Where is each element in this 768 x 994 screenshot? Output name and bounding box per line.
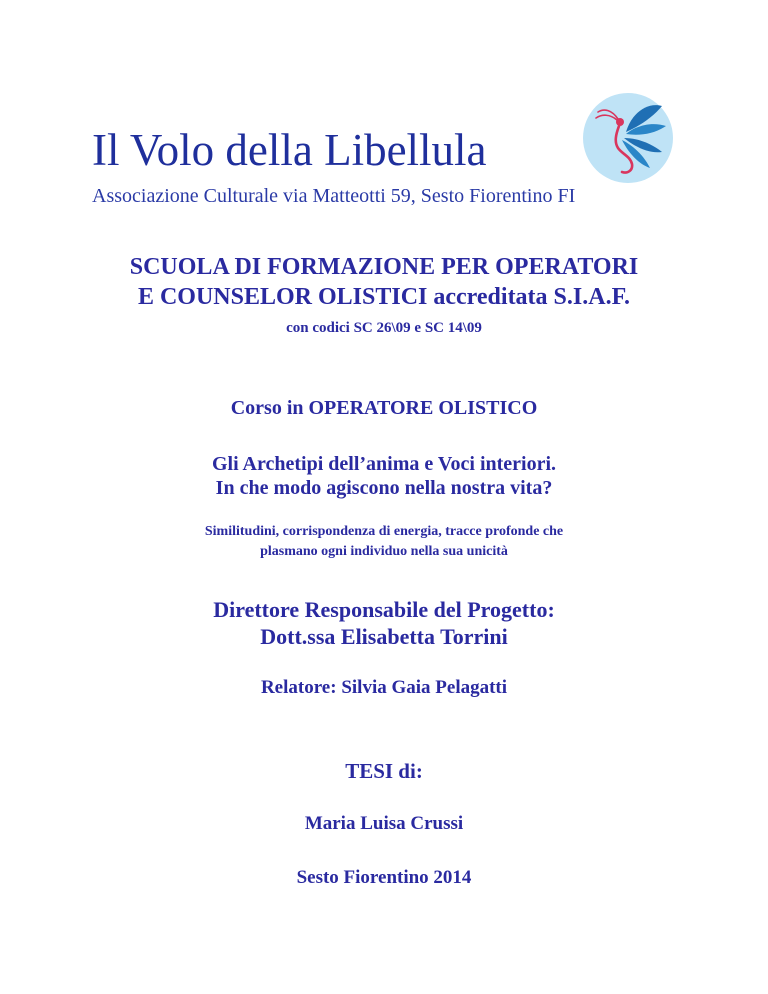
thesis-title-line-1: Gli Archetipi dell’anima e Voci interiori. xyxy=(211,453,557,475)
thesis-subtitle-line-2: plasmano ogni individuo nella sua unicità xyxy=(260,544,508,559)
place-year-text: Sesto Fiorentino 2014 xyxy=(296,867,472,888)
course-text: Corso in OPERATORE OLISTICO xyxy=(230,397,538,419)
logo-title: Il Volo della Libellula xyxy=(92,125,487,175)
thesis-subtitle-line-1: Similitudini, corrispondenza di energia, tracce profonde che xyxy=(204,524,564,539)
tesi-label xyxy=(0,758,768,784)
thesis-title xyxy=(0,452,768,500)
course-title xyxy=(0,396,768,420)
accreditation-codes xyxy=(0,318,768,338)
association-logo xyxy=(92,86,692,206)
director-name: Dott.ssa Elisabetta Torrini xyxy=(260,624,508,649)
author-name xyxy=(0,812,768,836)
codes-text: con codici SC 26\09 e SC 14\09 xyxy=(286,320,482,336)
director-label: Direttore Responsabile del Progetto: xyxy=(213,597,555,622)
thesis-subtitle xyxy=(0,522,768,562)
school-heading xyxy=(0,252,768,312)
logo-subtitle: Associazione Culturale via Matteotti 59, Sesto Fiorentino FI xyxy=(92,185,576,207)
thesis-title-line-2: In che modo agiscono nella nostra vita? xyxy=(215,477,553,499)
tesi-label-text: TESI di: xyxy=(345,759,423,783)
dragonfly-icon xyxy=(582,92,674,184)
relatore xyxy=(0,676,768,700)
school-line-1: SCUOLA DI FORMAZIONE PER OPERATORI xyxy=(129,254,639,280)
school-line-2: E COUNSELOR OLISTICI accreditata S.I.A.F. xyxy=(137,284,631,310)
relatore-text: Relatore: Silvia Gaia Pelagatti xyxy=(260,677,508,698)
place-year xyxy=(0,866,768,890)
project-director xyxy=(0,596,768,650)
author-text: Maria Luisa Crussi xyxy=(304,813,464,834)
